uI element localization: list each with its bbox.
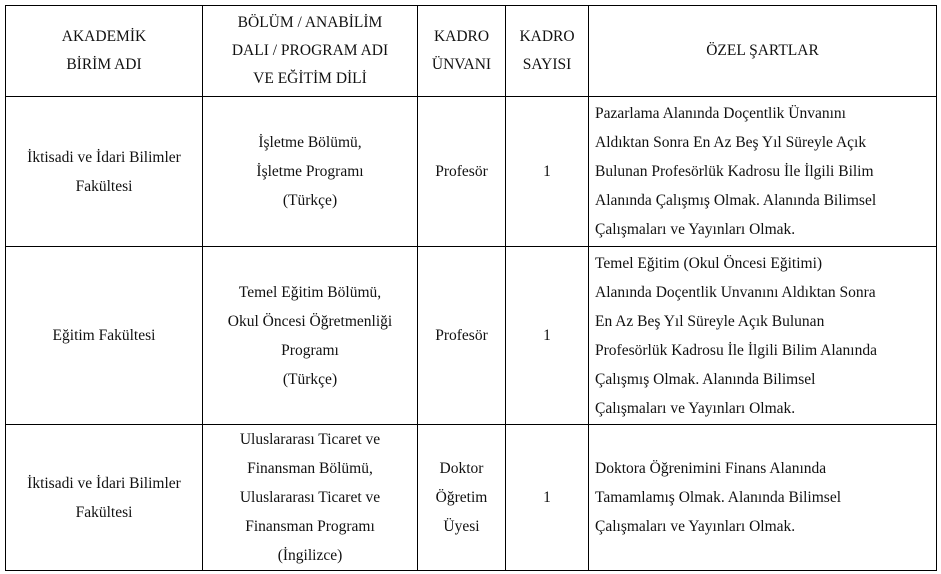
cell-text: Temel Eğitim Bölümü, (238, 283, 382, 301)
header-text: BİRİM ADI (66, 56, 142, 73)
cell-text: Çalışmaları ve Yayınları Olmak. (595, 221, 796, 238)
cell-unvan (418, 425, 506, 571)
cell-text: Pazarlama Alanında Doçentlik Ünvanını (595, 105, 846, 122)
cell-text: 1 (543, 489, 551, 506)
header-sayi (506, 6, 589, 97)
cell-text: Üyesi (443, 518, 480, 535)
header-row (6, 6, 937, 97)
cell-sartlar (589, 97, 937, 247)
cell-birim (6, 97, 203, 247)
cell-text: Aldıktan Sonra En Az Beş Yıl Süreyle Açık (595, 134, 867, 151)
table-row (6, 425, 937, 571)
header-text: VE EĞİTİM DİLİ (253, 70, 367, 87)
cell-text: Alanında Çalışmış Olmak. Alanında Bilimsel (595, 192, 877, 209)
cell-text: Bulunan Profesörlük Kadrosu İle İlgili Bilim (595, 163, 874, 180)
cell-text: Profesörlük Kadrosu İle İlgili Bilim Alanında (595, 341, 877, 359)
cell-text: Okul Öncesi Öğretmenliği (227, 312, 393, 330)
cell-text: Tamamlamış Olmak. Alanında Bilimsel (595, 489, 842, 506)
cell-text: Doktor (439, 460, 484, 477)
cell-unvan (418, 247, 506, 425)
cell-text: Uluslararası Ticaret ve (239, 431, 381, 448)
table-row (6, 97, 937, 247)
header-text: KADRO (433, 28, 490, 45)
table-row (6, 247, 937, 425)
header-text: ÖZEL ŞARTLAR (706, 42, 819, 59)
cell-text: Alanında Doçentlik Unvanını Aldıktan Sonra (595, 283, 876, 301)
cell-text: (İngilizce) (277, 547, 343, 564)
cell-text: Çalışmaları ve Yayınları Olmak. (595, 399, 796, 417)
cell-text: İşletme Programı (256, 163, 364, 180)
header-text: BÖLÜM / ANABİLİM (237, 14, 383, 31)
cell-text: Finansman Bölümü, (247, 460, 373, 477)
cell-bolum (203, 247, 418, 425)
cell-text: İşletme Bölümü, (258, 134, 362, 151)
cell-text: Çalışmış Olmak. Alanında Bilimsel (595, 370, 816, 388)
cell-text: Programı (281, 341, 339, 359)
cell-sayi (506, 425, 589, 571)
cell-text: Fakültesi (75, 177, 133, 195)
header-text: SAYISI (522, 56, 572, 73)
header-text: ÜNVANI (431, 56, 492, 73)
cell-sayi (506, 97, 589, 247)
cell-text: Profesör (435, 163, 488, 180)
header-text: KADRO (519, 28, 575, 45)
cell-birim (6, 247, 203, 425)
cell-text: En Az Beş Yıl Süreyle Açık Bulunan (595, 312, 825, 330)
cell-text: Finansman Programı (245, 518, 375, 535)
kadro-table (5, 5, 937, 571)
header-bolum (203, 6, 418, 97)
header-birim (6, 6, 203, 97)
cell-text: Eğitim Fakültesi (52, 327, 156, 344)
cell-text: 1 (543, 163, 551, 180)
header-text: AKADEMİK (61, 28, 147, 45)
cell-unvan (418, 97, 506, 247)
cell-text: (Türkçe) (282, 192, 338, 209)
cell-text: Öğretim (435, 489, 488, 506)
cell-bolum (203, 97, 418, 247)
cell-sartlar (589, 247, 937, 425)
header-sartlar (589, 6, 937, 97)
cell-text: 1 (543, 327, 551, 344)
cell-text: Fakültesi (75, 503, 133, 521)
cell-text: İktisadi ve İdari Bilimler (27, 474, 181, 492)
cell-text: Uluslararası Ticaret ve (239, 489, 381, 506)
cell-birim (6, 425, 203, 571)
cell-text: Temel Eğitim (Okul Öncesi Eğitimi) (595, 254, 823, 272)
cell-text: Çalışmaları ve Yayınları Olmak. (595, 518, 796, 535)
header-unvan (418, 6, 506, 97)
cell-sayi (506, 247, 589, 425)
cell-text: İktisadi ve İdari Bilimler (27, 148, 181, 166)
cell-text: Profesör (435, 327, 488, 344)
cell-text: Doktora Öğrenimini Finans Alanında (595, 460, 827, 477)
cell-bolum (203, 425, 418, 571)
cell-text: (Türkçe) (282, 370, 338, 388)
cell-sartlar (589, 425, 937, 571)
header-text: DALI / PROGRAM ADI (231, 42, 389, 59)
